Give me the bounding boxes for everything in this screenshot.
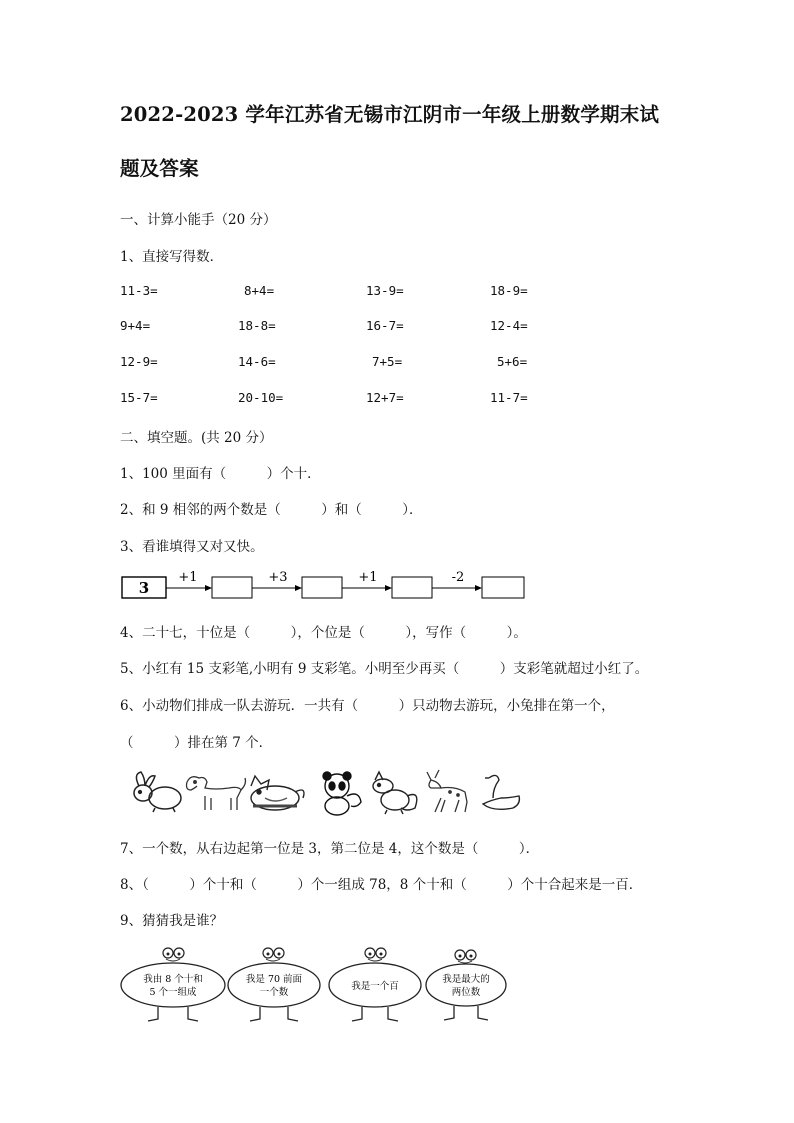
question-2-2: 2、和 9 相邻的两个数是（ ）和（ ）． xyxy=(120,502,423,518)
calc-item: 11-7= xyxy=(490,390,528,405)
chain-op: +1 xyxy=(358,570,378,585)
calc-item: 18-9= xyxy=(490,283,528,298)
squirrel-icon xyxy=(373,772,417,814)
number-chain xyxy=(120,566,530,602)
cat-icon xyxy=(251,776,304,810)
deer-icon xyxy=(427,770,467,812)
swan-icon xyxy=(483,775,519,809)
riddle-text: 两位数 xyxy=(451,987,481,998)
calc-item: 13-9= xyxy=(366,283,404,298)
animal-line-illustration xyxy=(125,768,525,816)
chain-answer-box[interactable] xyxy=(302,577,342,598)
riddle-text: 一个数 xyxy=(259,987,289,998)
calc-item: 12-9= xyxy=(120,354,158,369)
question-2-3: 3、看谁填得又对又快。 xyxy=(120,539,264,555)
section2-heading: 二、填空题。(共 20 分） xyxy=(120,430,273,446)
riddle-text: 我是 70 前面 xyxy=(245,974,303,985)
question-2-4: 4、二十七，十位是（ ），个位是（ ），写作（ ）。 xyxy=(120,625,527,641)
calc-item: 5+6= xyxy=(497,354,528,369)
calc-item: 12+7= xyxy=(366,390,404,405)
question-2-6a: 6、小动物们排成一队去游玩．一共有（ ）只动物去游玩，小兔排在第一个， xyxy=(120,698,615,714)
calc-item: 18-8= xyxy=(238,318,276,333)
chain-answer-box[interactable] xyxy=(482,577,524,598)
riddle-text: 我是一个百 xyxy=(351,981,399,992)
chain-op: +3 xyxy=(268,570,288,585)
panda-icon xyxy=(323,772,361,815)
calc-item: 9+4= xyxy=(120,318,151,333)
chain-op: -2 xyxy=(451,570,465,585)
riddle-text: 我是最大的 xyxy=(442,974,490,985)
calc-item: 11-3= xyxy=(120,283,158,298)
riddle-character xyxy=(426,950,506,1020)
question-2-7: 7、一个数，从右边起第一位是 3，第二位是 4，这个数是（ ）． xyxy=(120,841,540,857)
calc-item: 20-10= xyxy=(238,390,284,405)
chain-op: +1 xyxy=(178,570,198,585)
calc-item: 16-7= xyxy=(366,318,404,333)
dog-icon xyxy=(187,777,246,810)
chain-answer-box[interactable] xyxy=(392,577,432,598)
calc-item: 14-6= xyxy=(238,354,276,369)
question-2-1: 1、100 里面有（ ）个十． xyxy=(120,466,321,482)
chain-arrowhead xyxy=(385,585,392,591)
riddle-text: 5 个一组成 xyxy=(149,987,197,998)
calc-item: 12-4= xyxy=(490,318,528,333)
guess-who-illustration xyxy=(118,945,518,1027)
question-2-9: 9、猜猜我是谁？ xyxy=(120,913,224,929)
question-2-5: 5、小红有 15 支彩笔,小明有 9 支彩笔。小明至少再买（ ）支彩笔就超过小红了。 xyxy=(120,661,649,677)
chain-arrowhead xyxy=(475,585,482,591)
chain-start-number: 3 xyxy=(138,579,150,597)
rabbit-icon xyxy=(134,772,181,812)
calc-item: 7+5= xyxy=(372,354,403,369)
riddle-character xyxy=(121,948,225,1021)
section1-heading: 一、计算小能手（20 分） xyxy=(120,212,277,228)
question-2-6b: （ ）排在第 7 个． xyxy=(120,735,273,751)
riddle-character xyxy=(329,948,421,1021)
document-title-line1: 2022-2023 学年江苏省无锡市江阴市一年级上册数学期末试 xyxy=(120,103,660,126)
question-1-1: 1、直接写得数． xyxy=(120,249,224,265)
document-title-line2: 题及答案 xyxy=(120,157,199,180)
chain-answer-box[interactable] xyxy=(212,577,252,598)
question-2-8: 8、（ ）个十和（ ）个一组成 78，8 个十和（ ）个十合起来是一百． xyxy=(120,877,643,893)
chain-arrowhead xyxy=(205,585,212,591)
calc-item: 8+4= xyxy=(244,283,275,298)
riddle-character xyxy=(228,948,320,1021)
riddle-text: 我由 8 个十和 xyxy=(143,974,203,985)
chain-arrowhead xyxy=(295,585,302,591)
calc-item: 15-7= xyxy=(120,390,158,405)
